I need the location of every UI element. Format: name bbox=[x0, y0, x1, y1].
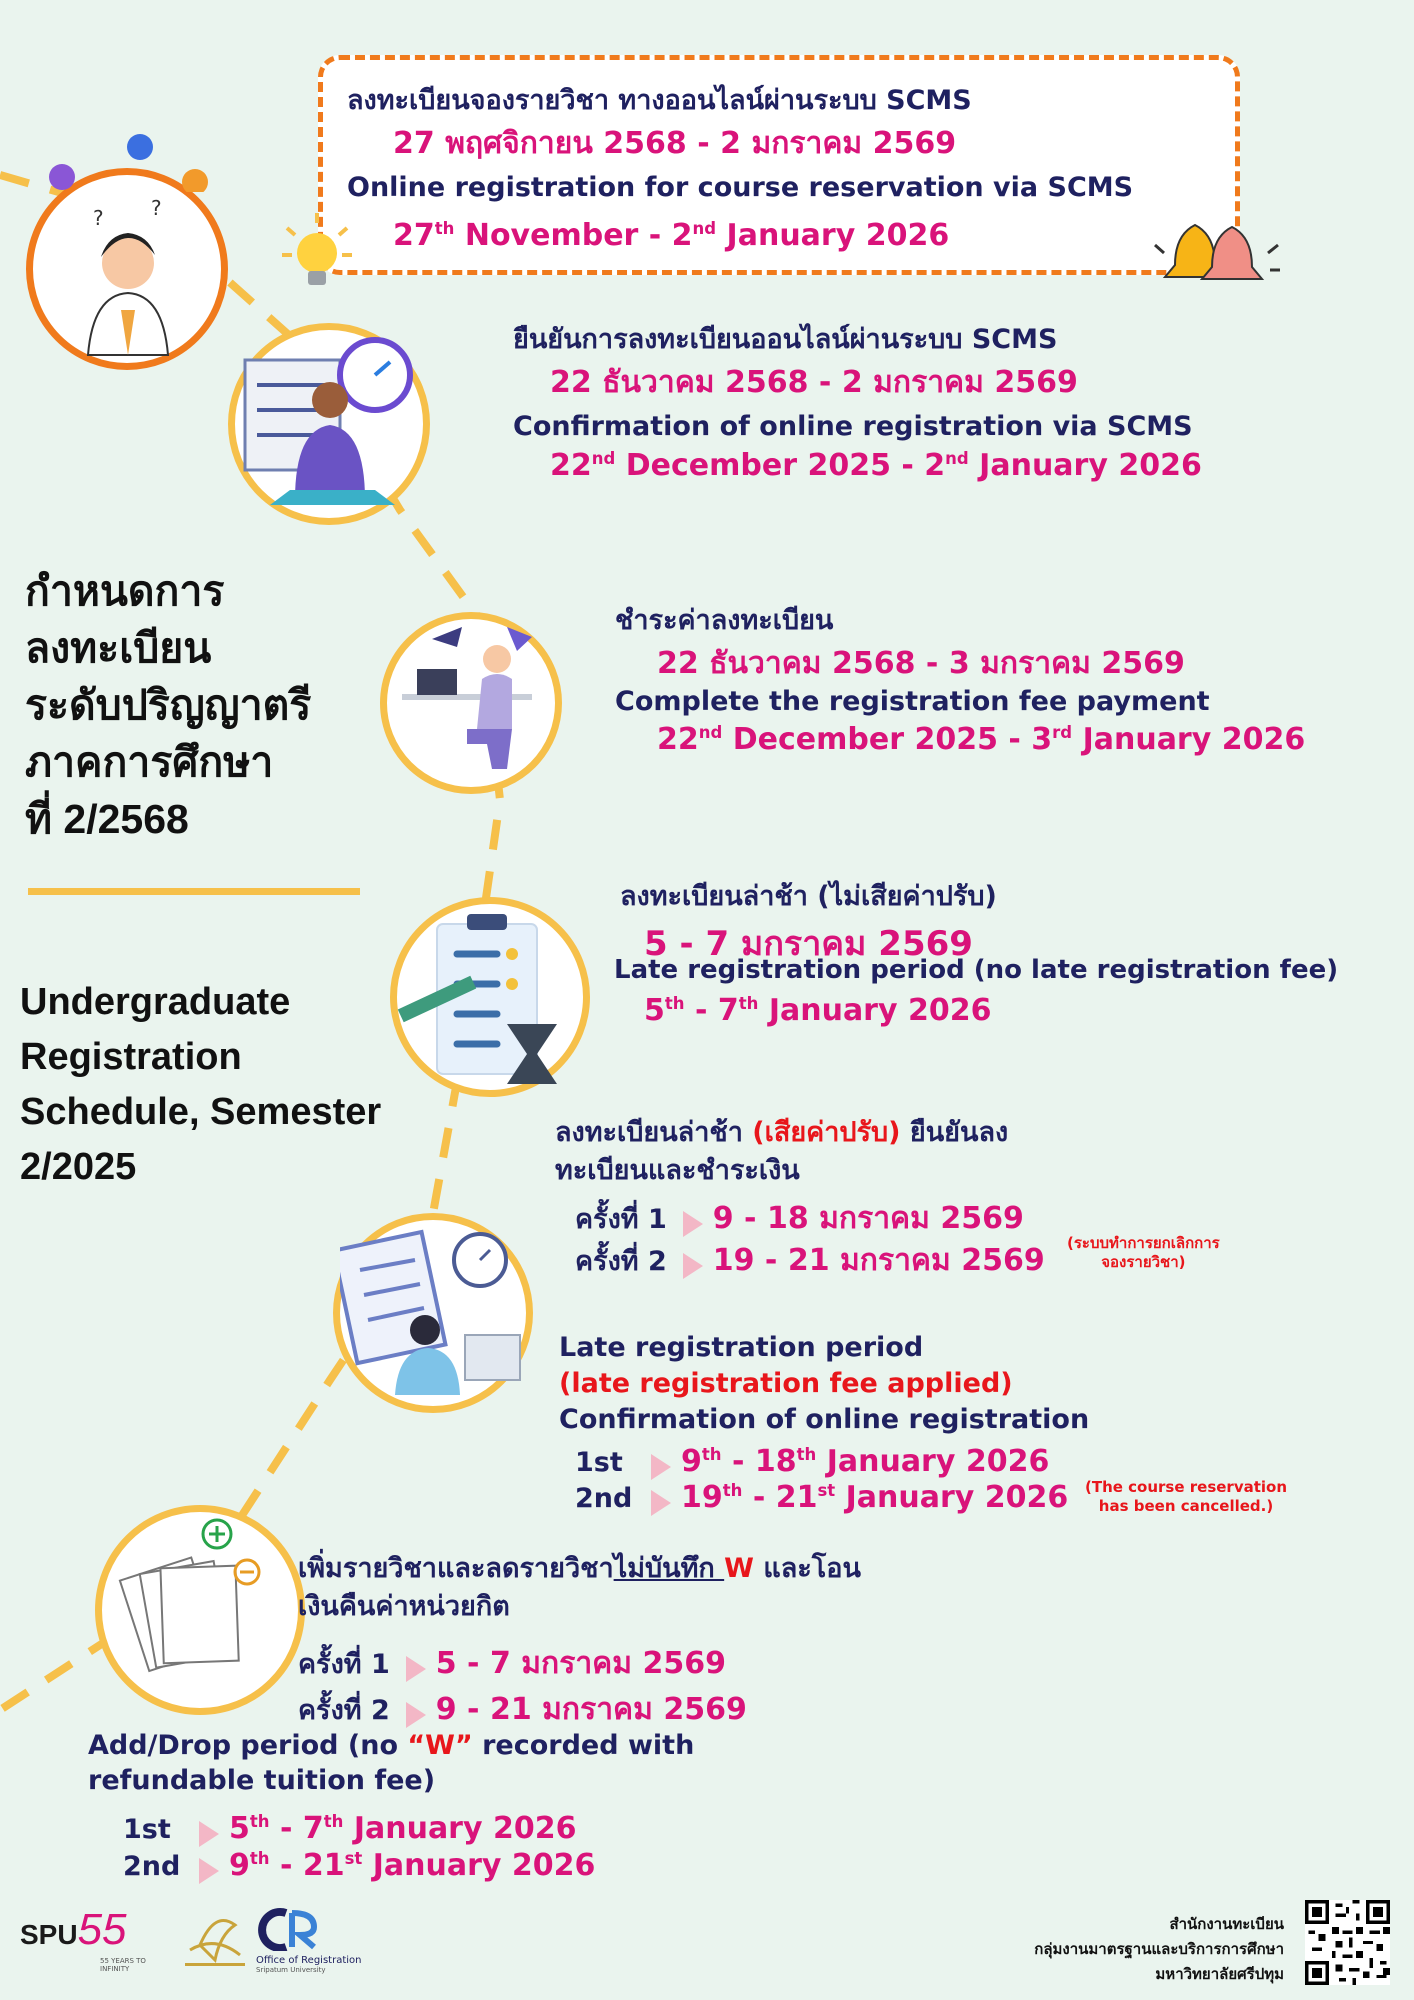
svg-text:?: ? bbox=[151, 196, 162, 220]
step5-title-th: ลงทะเบียนล่าช้า (เสียค่าปรับ) ยืนยันลง ทะเบียนและชำระเงิน bbox=[555, 1117, 1009, 1186]
play-arrow-icon bbox=[199, 1858, 219, 1884]
page-title-en: Undergraduate Registration Schedule, Semester 2/2025 bbox=[20, 981, 382, 1188]
step6-round2-en: 2nd 9th - 21st January 2026 bbox=[123, 1848, 596, 1883]
step3-date-th: 22 ธันวาคม 2568 - 3 มกราคม 2569 bbox=[657, 646, 1185, 681]
step4-date-th: 5 - 7 มกราคม 2569 bbox=[644, 924, 973, 964]
step5-round1-en: 1st 9th - 18th January 2026 bbox=[575, 1444, 1050, 1479]
idea-icons bbox=[40, 132, 210, 192]
woman-clipboard-illustration bbox=[333, 1213, 533, 1413]
step5-note-en: (The course reservation has been cancelled.) bbox=[1085, 1478, 1288, 1515]
step1-date-en: 27th November - 2nd January 2026 bbox=[393, 218, 950, 253]
step4-date-en: 5th - 7th January 2026 bbox=[644, 993, 992, 1028]
education-standards-logo bbox=[180, 1905, 250, 1975]
step1-date-th: 27 พฤศจิกายน 2568 - 2 มกราคม 2569 bbox=[393, 126, 957, 161]
step3-title-th: ชำระค่าลงทะเบียน bbox=[615, 605, 834, 636]
woman-checklist-illustration bbox=[228, 323, 430, 525]
bells-icon bbox=[1150, 215, 1290, 295]
play-arrow-icon bbox=[651, 1454, 671, 1480]
step4-title-th: ลงทะเบียนล่าช้า (ไม่เสียค่าปรับ) bbox=[620, 881, 997, 912]
play-arrow-icon bbox=[406, 1702, 426, 1728]
step2-title-en: Confirmation of online registration via SCMS bbox=[513, 411, 1193, 442]
play-arrow-icon bbox=[683, 1211, 703, 1237]
svg-text:?: ? bbox=[93, 206, 104, 230]
footer-org-text: สำนักงานทะเบียน กลุ่มงานมาตรฐานและบริการการศึกษา มหาวิทยาลัยศรีปทุม bbox=[1034, 1915, 1284, 1983]
page-title-th: กำหนดการ ลงทะเบียน ระดับปริญญาตรี ภาคการศึกษา ที่ 2/2568 bbox=[25, 568, 312, 842]
step2-date-th: 22 ธันวาคม 2568 - 2 มกราคม 2569 bbox=[550, 365, 1078, 400]
spu-55-logo: SPU55 55 YEARS TO INFINITY bbox=[20, 1905, 146, 1973]
step5-round2-th: ครั้งที่ 2 19 - 21 มกราคม 2569 bbox=[575, 1243, 1045, 1278]
documents-add-remove-illustration bbox=[95, 1505, 305, 1715]
step1-title-en: Online registration for course reservation via SCMS bbox=[347, 172, 1134, 203]
step6-round2-th: ครั้งที่ 2 9 - 21 มกราคม 2569 bbox=[298, 1692, 747, 1727]
play-arrow-icon bbox=[406, 1656, 426, 1682]
step5-note-th: (ระบบทำการยกเลิกการ จองรายวิชา) bbox=[1067, 1234, 1220, 1271]
step5-round1-th: ครั้งที่ 1 9 - 18 มกราคม 2569 bbox=[575, 1201, 1024, 1236]
play-arrow-icon bbox=[199, 1821, 219, 1847]
step4-title-en: Late registration period (no late registration fee) bbox=[614, 955, 1339, 985]
checklist-hourglass-illustration bbox=[390, 897, 590, 1097]
person-laptop-illustration bbox=[380, 612, 562, 794]
lightbulb-icon bbox=[282, 213, 352, 293]
step2-title-th: ยืนยันการลงทะเบียนออนไลน์ผ่านระบบ SCMS bbox=[513, 324, 1058, 355]
qr-code[interactable] bbox=[1305, 1900, 1390, 1985]
thinking-person-illustration bbox=[26, 168, 228, 370]
step5-round2-en: 2nd 19th - 21st January 2026 bbox=[575, 1480, 1069, 1515]
step2-date-en: 22nd December 2025 - 2nd January 2026 bbox=[550, 448, 1202, 483]
play-arrow-icon bbox=[651, 1490, 671, 1516]
title-divider bbox=[28, 888, 360, 895]
step1-title-th: ลงทะเบียนจองรายวิชา ทางออนไลน์ผ่านระบบ SCMS bbox=[347, 85, 972, 116]
step3-title-en: Complete the registration fee payment bbox=[615, 686, 1210, 717]
step6-round1-en: 1st 5th - 7th January 2026 bbox=[123, 1811, 577, 1846]
step3-date-en: 22nd December 2025 - 3rd January 2026 bbox=[657, 722, 1306, 757]
step6-title-th: เพิ่มรายวิชาและลดรายวิชาไม่บันทึก W และโอน เงินคืนค่าหน่วยกิต bbox=[298, 1553, 861, 1622]
step6-title-en: Add/Drop period (no “W” recorded with refundable tuition fee) bbox=[88, 1730, 695, 1796]
step6-round1-th: ครั้งที่ 1 5 - 7 มกราคม 2569 bbox=[298, 1646, 726, 1681]
play-arrow-icon bbox=[683, 1253, 703, 1279]
step5-title-en: Late registration period (late registration fee applied) Confirmation of online registration bbox=[559, 1332, 1090, 1435]
office-of-registration-logo: Office of Registration Sripatum University bbox=[256, 1905, 356, 1975]
